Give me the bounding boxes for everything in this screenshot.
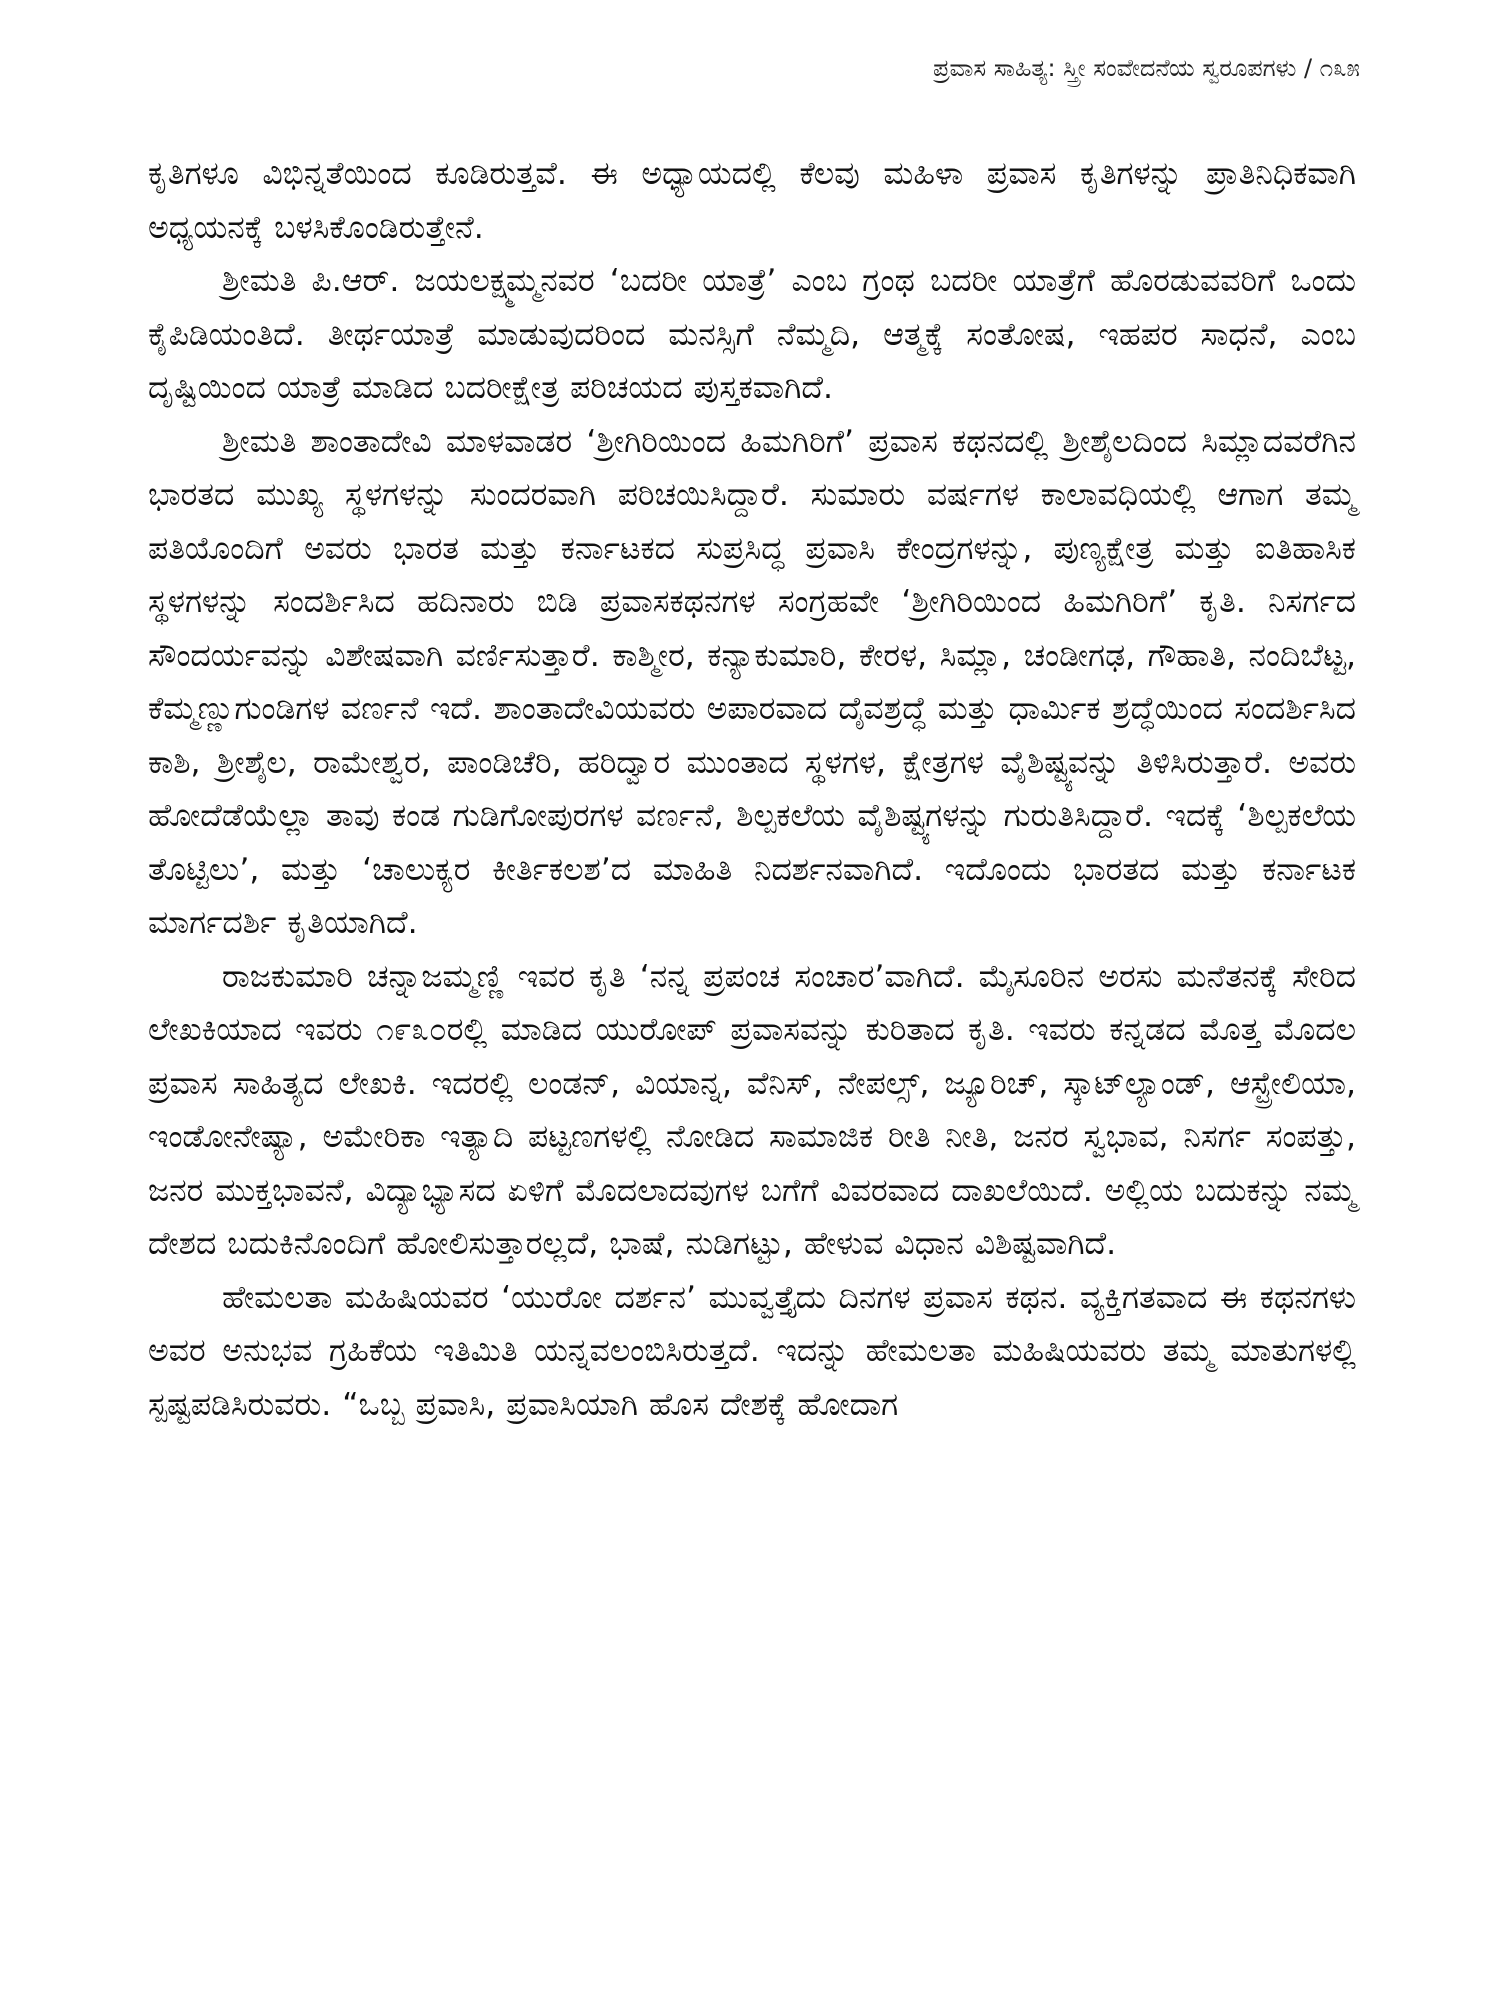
running-header: ಪ್ರವಾಸ ಸಾಹಿತ್ಯ: ಸ್ತ್ರೀ ಸಂವೇದನೆಯ ಸ್ವರೂಪಗಳು / ೧೩೫ — [933, 54, 1360, 82]
paragraph-shrigiri-himagirige: ಶ್ರೀಮತಿ ಶಾಂತಾದೇವಿ ಮಾಳವಾಡರ ‘ಶ್ರೀಗಿರಿಯಿಂದ ಹಿಮಗಿರಿಗೆ’ ಪ್ರವಾಸ ಕಥನದಲ್ಲಿ ಶ್ರೀಶೈಲದಿಂದ ಸಿಮ್ಲಾದವರೆಗಿನ ಭಾರತದ ಮುಖ್ಯ ಸ್ಥಳಗಳನ್ನು ಸುಂದರವಾಗಿ ಪರಿಚಯಿಸಿದ್ದಾರೆ. ಸುಮಾರು ವರ್ಷಗಳ ಕಾಲಾವಧಿಯಲ್ಲಿ ಆಗಾಗ ತಮ್ಮ ಪತಿಯೊಂದಿಗೆ ಅವರು ಭಾರತ ಮತ್ತು ಕರ್ನಾಟಕದ ಸುಪ್ರಸಿದ್ಧ ಪ್ರವಾಸಿ ಕೇಂದ್ರಗಳನ್ನು, ಪುಣ್ಯಕ್ಷೇತ್ರ ಮತ್ತು ಐತಿಹಾಸಿಕ ಸ್ಥಳಗಳನ್ನು ಸಂದರ್ಶಿಸಿದ ಹದಿನಾರು ಬಿಡಿ ಪ್ರವಾಸಕಥನಗಳ ಸಂಗ್ರಹವೇ ‘ಶ್ರೀಗಿರಿಯಿಂದ ಹಿಮಗಿರಿಗೆ’ ಕೃತಿ. ನಿಸರ್ಗದ ಸೌಂದರ್ಯವನ್ನು ವಿಶೇಷವಾಗಿ ವರ್ಣಿಸುತ್ತಾರೆ. ಕಾಶ್ಮೀರ, ಕನ್ಯಾಕುಮಾರಿ, ಕೇರಳ, ಸಿಮ್ಲಾ, ಚಂಡೀಗಢ, ಗೌಹಾತಿ, ನಂದಿಬೆಟ್ಟ, ಕೆಮ್ಮಣ್ಣುಗುಂಡಿಗಳ ವರ್ಣನೆ ಇದೆ. ಶಾಂತಾದೇವಿಯವರು ಅಪಾರವಾದ ದೈವಶ್ರದ್ಧೆ ಮತ್ತು ಧಾರ್ಮಿಕ ಶ್ರದ್ಧೆಯಿಂದ ಸಂದರ್ಶಿಸಿದ ಕಾಶಿ, ಶ್ರೀಶೈಲ, ರಾಮೇಶ್ವರ, ಪಾಂಡಿಚೆರಿ, ಹರಿದ್ವಾರ ಮುಂತಾದ ಸ್ಥಳಗಳ, ಕ್ಷೇತ್ರಗಳ ವೈಶಿಷ್ಟ್ಯವನ್ನು ತಿಳಿಸಿರುತ್ತಾರೆ. ಅವರು ಹೋದೆಡೆಯೆಲ್ಲಾ ತಾವು ಕಂಡ ಗುಡಿಗೋಪುರಗಳ ವರ್ಣನೆ, ಶಿಲ್ಪಕಲೆಯ ವೈಶಿಷ್ಟ್ಯಗಳನ್ನು ಗುರುತಿಸಿದ್ದಾರೆ. ಇದಕ್ಕೆ ‘ಶಿಲ್ಪಕಲೆಯ ತೊಟ್ಟಿಲು’, ಮತ್ತು ‘ಚಾಲುಕ್ಯರ ಕೀರ್ತಿಕಲಶ’ದ ಮಾಹಿತಿ ನಿದರ್ಶನವಾಗಿದೆ. ಇದೊಂದು ಭಾರತದ ಮತ್ತು ಕರ್ನಾಟಕ ಮಾರ್ಗದರ್ಶಿ ಕೃತಿಯಾಗಿದೆ. — [148, 423, 1356, 941]
paragraph-badari-yatre: ಶ್ರೀಮತಿ ಪಿ.ಆರ್. ಜಯಲಕ್ಷ್ಮಮ್ಮನವರ ‘ಬದರೀ ಯಾತ್ರೆ’ ಎಂಬ ಗ್ರಂಥ ಬದರೀ ಯಾತ್ರೆಗೆ ಹೊರಡುವವರಿಗೆ ಒಂದು ಕೈಪಿಡಿಯಂತಿದೆ. ತೀರ್ಥಯಾತ್ರೆ ಮಾಡುವುದರಿಂದ ಮನಸ್ಸಿಗೆ ನೆಮ್ಮದಿ, ಆತ್ಮಕ್ಕೆ ಸಂತೋಷ, ಇಹಪರ ಸಾಧನೆ, ಎಂಬ ದೃಷ್ಟಿಯಿಂದ ಯಾತ್ರೆ ಮಾಡಿದ ಬದರೀಕ್ಷೇತ್ರ ಪರಿಚಯದ ಪುಸ್ತಕವಾಗಿದೆ. — [148, 263, 1356, 406]
paragraph-nanna-prapancha-sanchara: ರಾಜಕುಮಾರಿ ಚನ್ನಾಜಮ್ಮಣ್ಣಿ ಇವರ ಕೃತಿ ‘ನನ್ನ ಪ್ರಪಂಚ ಸಂಚಾರ’ವಾಗಿದೆ. ಮೈಸೂರಿನ ಅರಸು ಮನೆತನಕ್ಕೆ ಸೇರಿದ ಲೇಖಕಿಯಾದ ಇವರು ೧೯೩೦ರಲ್ಲಿ ಮಾಡಿದ ಯುರೋಪ್ ಪ್ರವಾಸವನ್ನು ಕುರಿತಾದ ಕೃತಿ. ಇವರು ಕನ್ನಡದ ಮೊತ್ತ ಮೊದಲ ಪ್ರವಾಸ ಸಾಹಿತ್ಯದ ಲೇಖಕಿ. ಇದರಲ್ಲಿ ಲಂಡನ್, ವಿಯಾನ್ನ, ವೆನಿಸ್, ನೇಪಲ್ಸ್, ಜ್ಯೂರಿಚ್, ಸ್ಕಾಟ್‌ಲ್ಯಾಂಡ್, ಆಸ್ಟ್ರೇಲಿಯಾ, ಇಂಡೋನೇಷ್ಯಾ, ಅಮೇರಿಕಾ ಇತ್ಯಾದಿ ಪಟ್ಟಣಗಳಲ್ಲಿ ನೋಡಿದ ಸಾಮಾಜಿಕ ರೀತಿ ನೀತಿ, ಜನರ ಸ್ವಭಾವ, ನಿಸರ್ಗ ಸಂಪತ್ತು, ಜನರ ಮುಕ್ತಭಾವನೆ, ವಿದ್ಯಾಭ್ಯಾಸದ ಏಳಿಗೆ ಮೊದಲಾದವುಗಳ ಬಗೆಗೆ ವಿವರವಾದ ದಾಖಲೆಯಿದೆ. ಅಲ್ಲಿಯ ಬದುಕನ್ನು ನಮ್ಮ ದೇಶದ ಬದುಕಿನೊಂದಿಗೆ ಹೋಲಿಸುತ್ತಾರಲ್ಲದೆ, ಭಾಷೆ, ನುಡಿಗಟ್ಟು, ಹೇಳುವ ವಿಧಾನ ವಿಶಿಷ್ಟವಾಗಿದೆ. — [148, 958, 1356, 1262]
paragraph-yuro-darshana: ಹೇಮಲತಾ ಮಹಿಷಿಯವರ ‘ಯುರೋ ದರ್ಶನ’ ಮುವ್ವತ್ತೈದು ದಿನಗಳ ಪ್ರವಾಸ ಕಥನ. ವ್ಯಕ್ತಿಗತವಾದ ಈ ಕಥನಗಳು ಅವರ ಅನುಭವ ಗ್ರಹಿಕೆಯ ಇತಿಮಿತಿ ಯನ್ನವಲಂಬಿಸಿರುತ್ತದೆ. ಇದನ್ನು ಹೇಮಲತಾ ಮಹಿಷಿಯವರು ತಮ್ಮ ಮಾತುಗಳಲ್ಲಿ ಸ್ಪಷ್ಟಪಡಿಸಿರುವರು. “ಒಬ್ಬ ಪ್ರವಾಸಿ, ಪ್ರವಾಸಿಯಾಗಿ ಹೊಸ ದೇಶಕ್ಕೆ ಹೋದಾಗ — [148, 1279, 1356, 1423]
body-text — [148, 148, 1356, 1432]
paragraph-continued: ಕೃತಿಗಳೂ ವಿಭಿನ್ನತೆಯಿಂದ ಕೂಡಿರುತ್ತವೆ. ಈ ಅಧ್ಯಾಯದಲ್ಲಿ ಕೆಲವು ಮಹಿಳಾ ಪ್ರವಾಸ ಕೃತಿಗಳನ್ನು ಪ್ರಾತಿನಿಧಿಕವಾಗಿ ಅಧ್ಯಯನಕ್ಕೆ ಬಳಸಿಕೊಂಡಿರುತ್ತೇನೆ. — [148, 156, 1356, 246]
